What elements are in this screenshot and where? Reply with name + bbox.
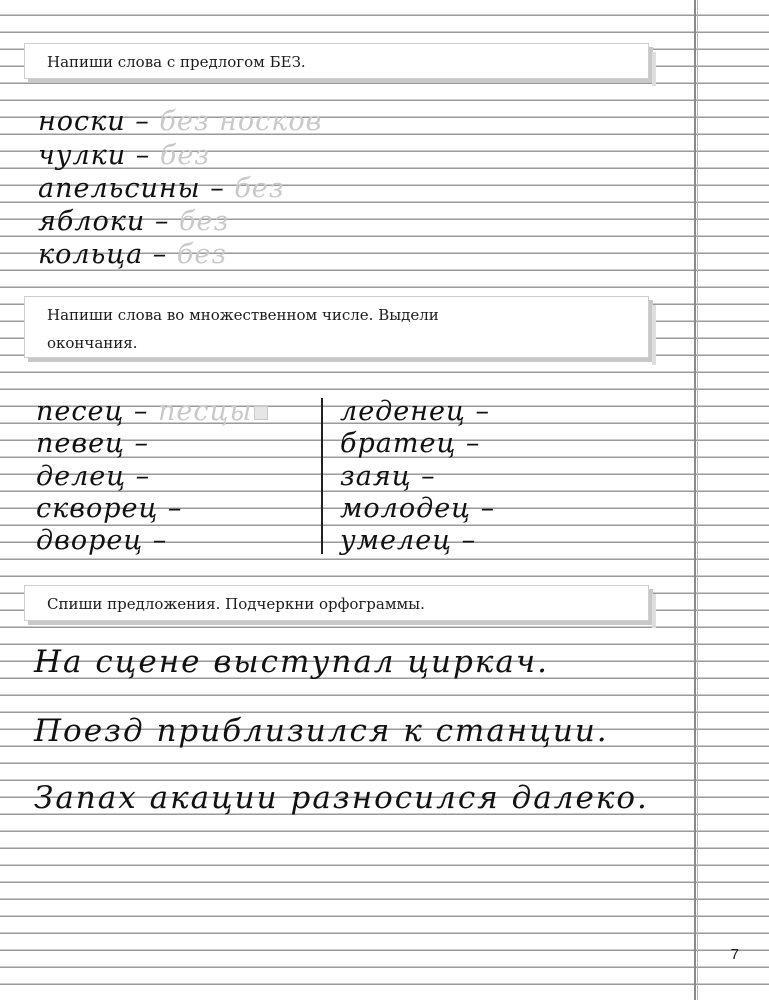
task-2-left-row-1 [36,396,268,427]
task-1-hint: без носков [159,106,323,137]
task-1-hint: без [234,173,285,204]
task-3-instruction: Спиши предложения. Подчеркни орфограммы. [47,595,425,613]
task-2-left-row-5 [36,525,167,556]
task-1-row-1 [38,106,322,137]
task-2-right-row-4 [340,493,495,524]
task-2-right-row-5 [340,525,476,556]
page-number: 7 [730,946,739,963]
task-2-word: заяц – [340,461,436,492]
task-1-instruction: Напиши слова с предлогом БЕЗ. [47,53,306,71]
task-2-hint: песцы [157,396,253,427]
task-1-word: апельсины – [38,173,225,204]
task-2-left-row-3 [36,461,150,492]
task-2-word: певец – [36,428,149,459]
task-2-word: скворец – [36,493,183,524]
task-2-word: братец – [340,428,481,459]
task-2-right-row-1 [340,396,490,427]
sentence-2: Поезд приблизился к станции. [34,713,609,749]
task-2-instruction-line-1: Напиши слова во множественном числе. Выдели [47,306,439,324]
task-2-instruction-box [24,296,649,358]
margin-line [694,0,696,1000]
task-1-hint: без [179,206,230,237]
task-1-row-2 [38,140,210,171]
task-2-instruction-line-2: окончания. [47,334,138,352]
task-2-left-row-2 [36,428,149,459]
task-2-word: песец – [36,396,149,427]
task-1-hint: без [176,239,228,270]
task-3-instruction-box [24,585,649,621]
task-1-row-5 [38,239,227,270]
task-1-instruction-box [24,43,649,79]
task-2-word: дворец – [36,525,168,556]
task-2-word: леденец – [340,396,490,427]
task-1-word: носки – [38,106,150,137]
task-2-left-row-4 [36,493,182,524]
sentence-3: Запах акации разносился далеко. [34,780,649,816]
task-2-right-row-3 [340,461,436,492]
task-2-word: делец – [36,461,151,492]
ending-box-icon [254,406,268,420]
task-2-word: умелец – [340,525,477,556]
task-1-word: яблоки – [38,206,170,237]
task-1-word: чулки – [38,140,151,171]
task-1-hint: без [159,140,211,171]
task-1-row-4 [38,206,229,237]
sentence-1: На сцене выступал циркач. [34,644,549,680]
column-divider [321,398,323,554]
task-2-word: молодец – [340,493,496,524]
margin-line-secondary [697,0,698,1000]
task-1-word: кольца – [38,239,168,270]
task-1-row-3 [38,173,285,204]
task-2-right-row-2 [340,428,480,459]
